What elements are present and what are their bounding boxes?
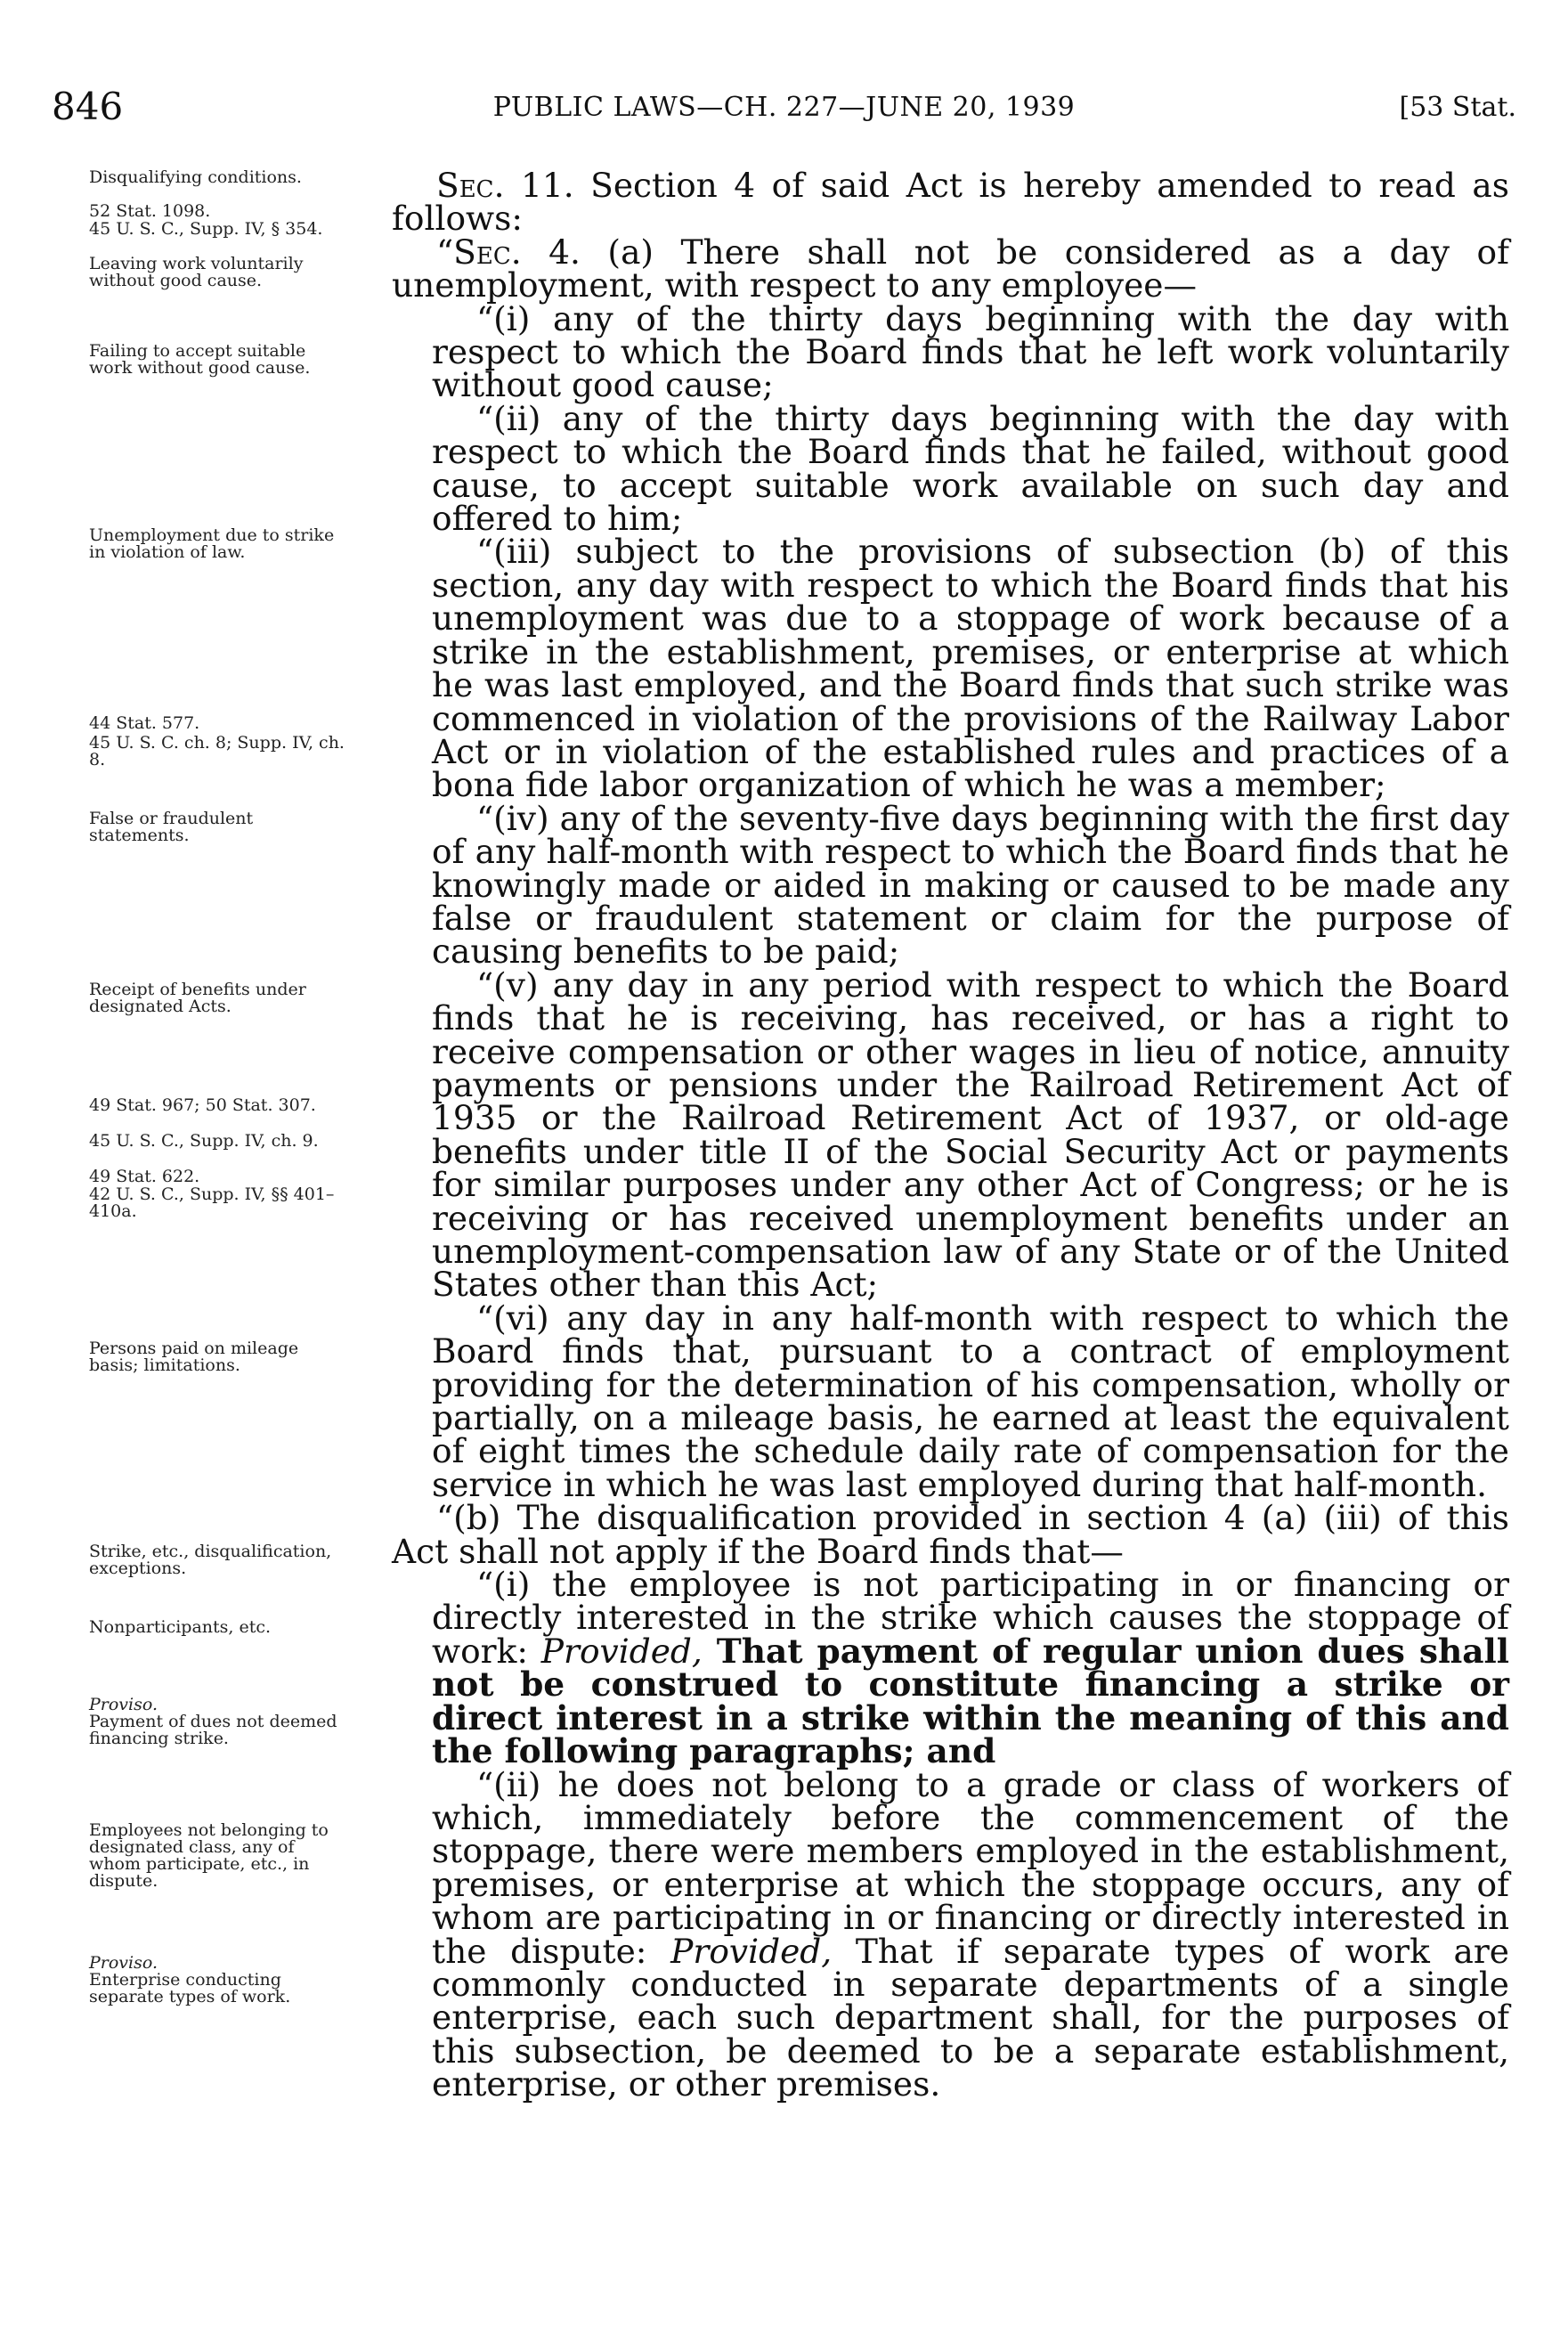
side-note-disqualifying: Disqualifying conditions. xyxy=(89,167,302,187)
side-note-receipt-benefits: Receipt of benefits under designated Acts. xyxy=(89,980,306,1016)
clause-b-ii: “(ii) he does not belong to a grade or class of workers of which, immediately before the commencement of the stoppage, there were members employed in the establishment, premises, or enterprise at which the stoppage occurs, any of whom are participating in or financing or directly interested in the dispute: Provided, That if separate types of work are commonly conducted in separate departments of a single enterprise, each such department shall, for the purposes of this subsection, be deemed to be a separate establishment, enterprise, or other premises. xyxy=(432,1764,1509,2104)
side-note-false-statements: False or fraudulent statements. xyxy=(89,809,254,845)
side-note-citation: 49 Stat. 967; 50 Stat. 307. xyxy=(89,1095,316,1115)
clause-b-i: “(i) the employee is not participating in or financing or directly interested in the strike which causes the stoppage of work: Provided, That payment of regular union dues shall not be construed to constitute financing a strike or direct interest in a strike within the meaning of this and the following paragraphs; and xyxy=(432,1565,1510,1771)
page-header xyxy=(52,85,1516,138)
section-label: “Sec. 4. xyxy=(436,232,581,272)
side-note-citation: 42 U. S. C., Supp. IV, §§ 401–410a. xyxy=(89,1184,335,1221)
clause-iii: “(iii) subject to the provisions of subsection (b) of this section, any day with respect to which the Board finds that his unemployment was due to a stoppage of work because of a strike in the establishment, premises, or enterprise at which he was last employed, and the Board finds that such strike was commenced in violation of the provisions of the Railway Labor Act or in violation of the established rules and practices of a bona fide labor organization of which he was a member; xyxy=(432,532,1509,805)
side-note-citation: 52 Stat. 1098. xyxy=(89,201,211,221)
subsection-b: “(b) The disqualification provided in section 4 (a) (iii) of this Act shall not apply if the Board finds that— xyxy=(392,1498,1509,1571)
side-note-nonparticipants: Nonparticipants, etc. xyxy=(89,1617,272,1637)
side-note-employees-class: Employees not belonging to designated class, any of whom participate, etc., in dispute. xyxy=(89,1820,329,1891)
provided-label: Provided, xyxy=(670,1931,833,1971)
running-title: PUBLIC LAWS—CH. 227—JUNE 20, 1939 xyxy=(492,92,1076,123)
side-note-strike-violation: Unemployment due to strike in violation of law. xyxy=(89,525,335,562)
section-label: Sec. 11. xyxy=(436,166,574,205)
side-note-strike-exceptions: Strike, etc., disqualification, exceptions. xyxy=(89,1542,332,1578)
provided-label: Provided, xyxy=(540,1631,703,1671)
side-note-payment-dues: Proviso. Payment of dues not deemed financing strike. xyxy=(89,1695,337,1748)
section-11-paragraph: Sec. 11. Section 4 of said Act is hereby amended to read as follows: xyxy=(392,166,1509,239)
volume-reference: [53 Stat. xyxy=(1399,92,1516,123)
side-note-citation: 45 U. S. C. ch. 8; Supp. IV, ch. 8. xyxy=(89,733,345,769)
side-note-leaving-work: Leaving work voluntarily without good cause. xyxy=(89,254,304,290)
side-note-citation: 45 U. S. C., Supp. IV, § 354. xyxy=(89,219,323,239)
clause-vi: “(vi) any day in any half-month with respect to which the Board finds that, pursuant to a contract of employment providing for the determination of his compensation, wholly or partially, on a mileage basis, he earned at least the equivalent of eight times the schedule daily rate of compensation for the service in which he was last employed during that half-month. xyxy=(432,1298,1509,1504)
statute-body xyxy=(392,166,1510,2104)
clause-v: “(v) any day in any period with respect to which the Board finds that he is receiving, has received, or has a right to receive compensation or other wages in lieu of notice, annuity payments or pensions under the Railroad Retirement Act of 1935 or the Railroad Retirement Act of 1937, or old-age benefits under title II of the Social Security Act or payments for similar purposes under any other Act of Congress; or he is receiving or has received unemployment benefits under an unemployment-compensation law of any State or of the United States other than this Act; xyxy=(432,964,1509,1305)
clause-i: “(i) any of the thirty days beginning with the day with respect to which the Board finds that he left work voluntarily without good cause; xyxy=(432,298,1509,405)
section-4-paragraph: “Sec. 4. (a) There shall not be considered as a day of unemployment, with respect to any employee— xyxy=(392,232,1509,305)
side-note-enterprise-separate: Proviso. Enterprise conducting separate types of work. xyxy=(89,1953,291,2006)
page-number: 846 xyxy=(52,85,124,128)
clause-iv: “(iv) any of the seventy-five days beginning with the first day of any half-month with respect to which the Board finds that he knowingly made or aided in making or caused to be made any false or fraudulent statement or claim for the purpose of causing benefits to be paid; xyxy=(432,798,1509,972)
clause-ii: “(ii) any of the thirty days beginning with the day with respect to which the Board finds that he failed, without good cause, to accept suitable work available on such day and offered to him; xyxy=(432,398,1509,539)
side-note-citation: 49 Stat. 622. xyxy=(89,1167,200,1186)
side-note-citation: 44 Stat. 577. xyxy=(89,713,200,733)
side-note-mileage-basis: Persons paid on mileage basis; limitations. xyxy=(89,1339,299,1375)
side-note-citation: 45 U. S. C., Supp. IV, ch. 9. xyxy=(89,1131,319,1151)
side-note-failing-accept: Failing to accept suitable work without good cause. xyxy=(89,341,311,378)
